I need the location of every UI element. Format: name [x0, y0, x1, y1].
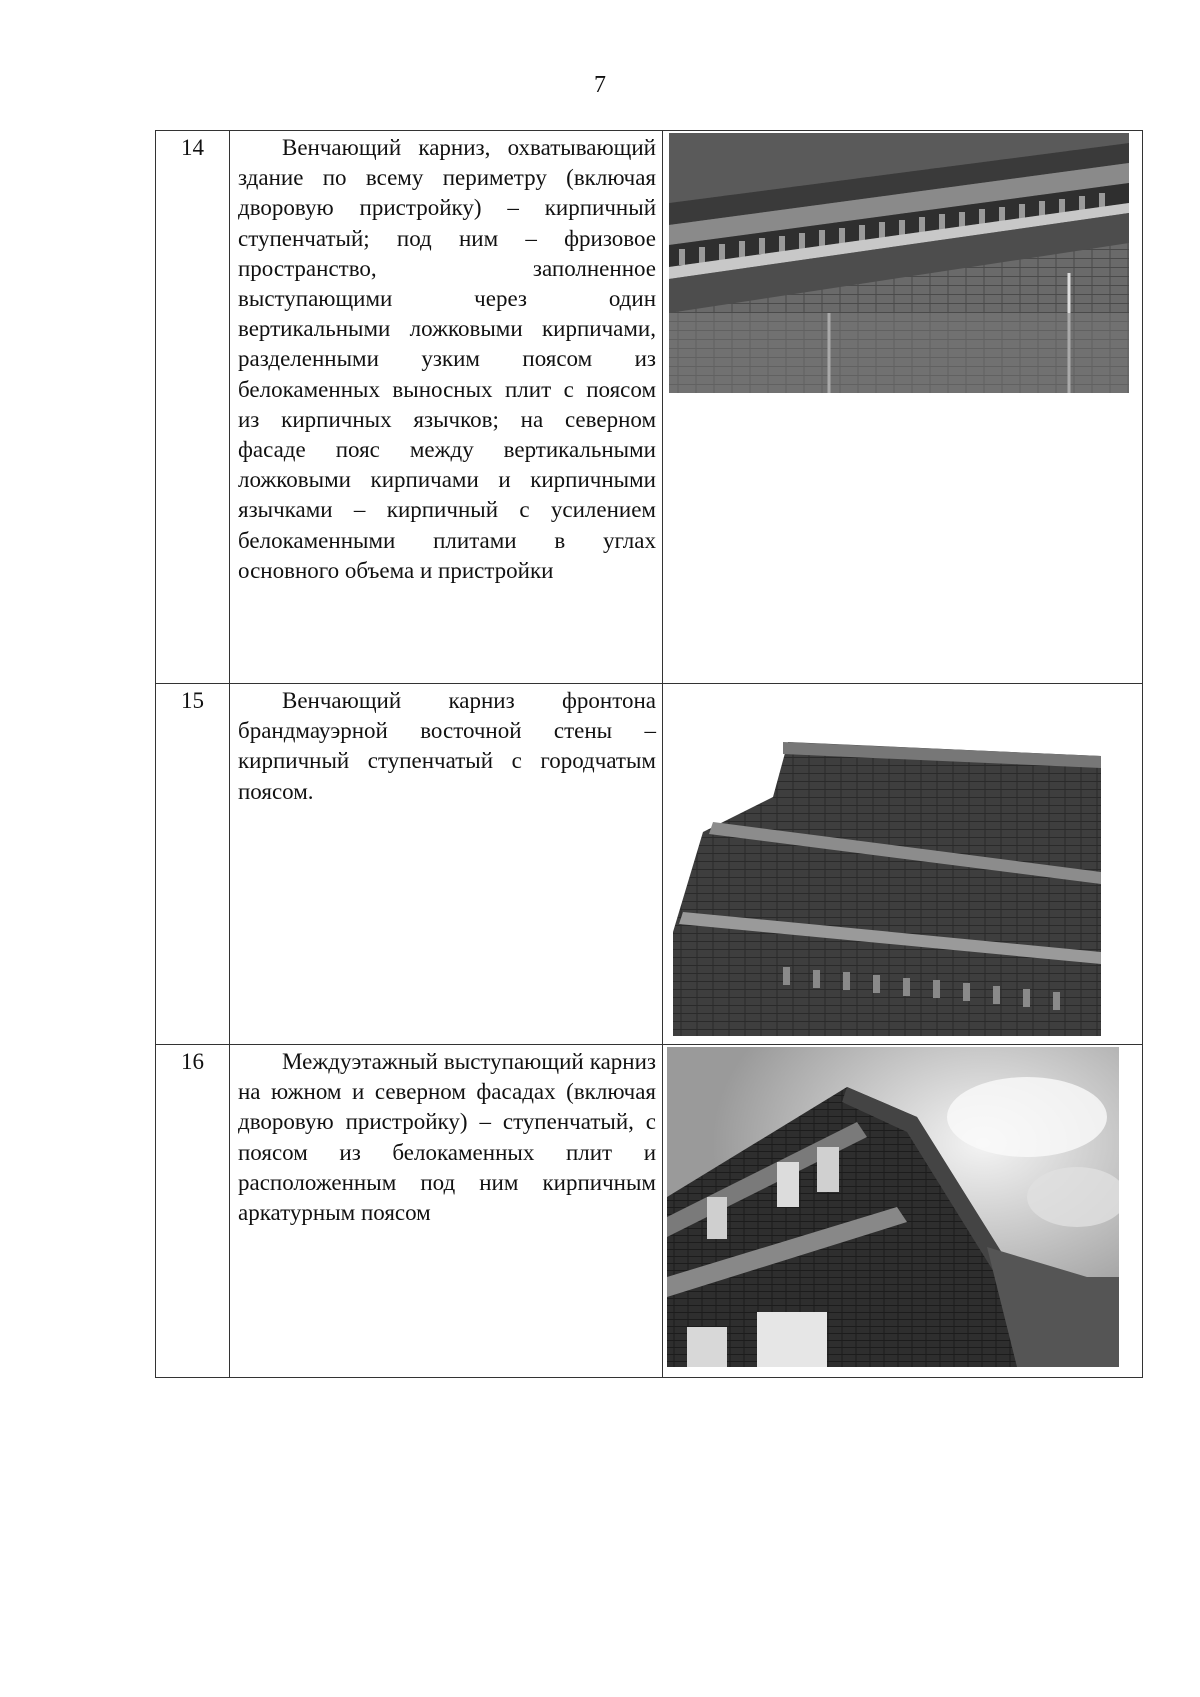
row-description [230, 684, 663, 1045]
description-text: Венчающий карниз, охватывающий здание по всему периметру (включая дворовую пристройку) – кирпичный ступенчатый; под ним – фризовое пространство, заполненное выступающими через один вертикальными ложковыми кирпичами, разделенными узким поясом из белокаменных выносных плит с поясом из кирпичных язычков; на северном фасаде пояс между вертикальными ложковыми кирпичами и кирпичными язычками – кирпичный с усилением белокаменными плитами в углах основного объема и пристройки [238, 135, 656, 583]
photo-cell [663, 131, 1143, 684]
cornice-table [155, 130, 1143, 1378]
row-description [230, 131, 663, 684]
table-row [156, 1045, 1143, 1378]
photo-cell [663, 684, 1143, 1045]
pediment-cornice-photo [673, 742, 1101, 1036]
row-number: 14 [156, 131, 230, 684]
page-number: 7 [594, 72, 606, 98]
table-row [156, 131, 1143, 684]
photo-cell [663, 1045, 1143, 1378]
row-number: 15 [156, 684, 230, 1045]
row-number: 16 [156, 1045, 230, 1378]
interfloor-cornice-photo [667, 1047, 1119, 1367]
row-description [230, 1045, 663, 1378]
table-row [156, 684, 1143, 1045]
cornice-photo [669, 133, 1129, 393]
description-text: Венчающий карниз фронтона брандмауэрной восточной стены – кирпичный ступенчатый с городчатым поясом. [238, 688, 656, 804]
description-text: Междуэтажный выступающий карниз на южном и северном фасадах (включая дворовую пристройку) – ступенчатый, с поясом из белокаменных плит и расположенным под ним кирпичным аркатурным поясом [238, 1049, 656, 1226]
